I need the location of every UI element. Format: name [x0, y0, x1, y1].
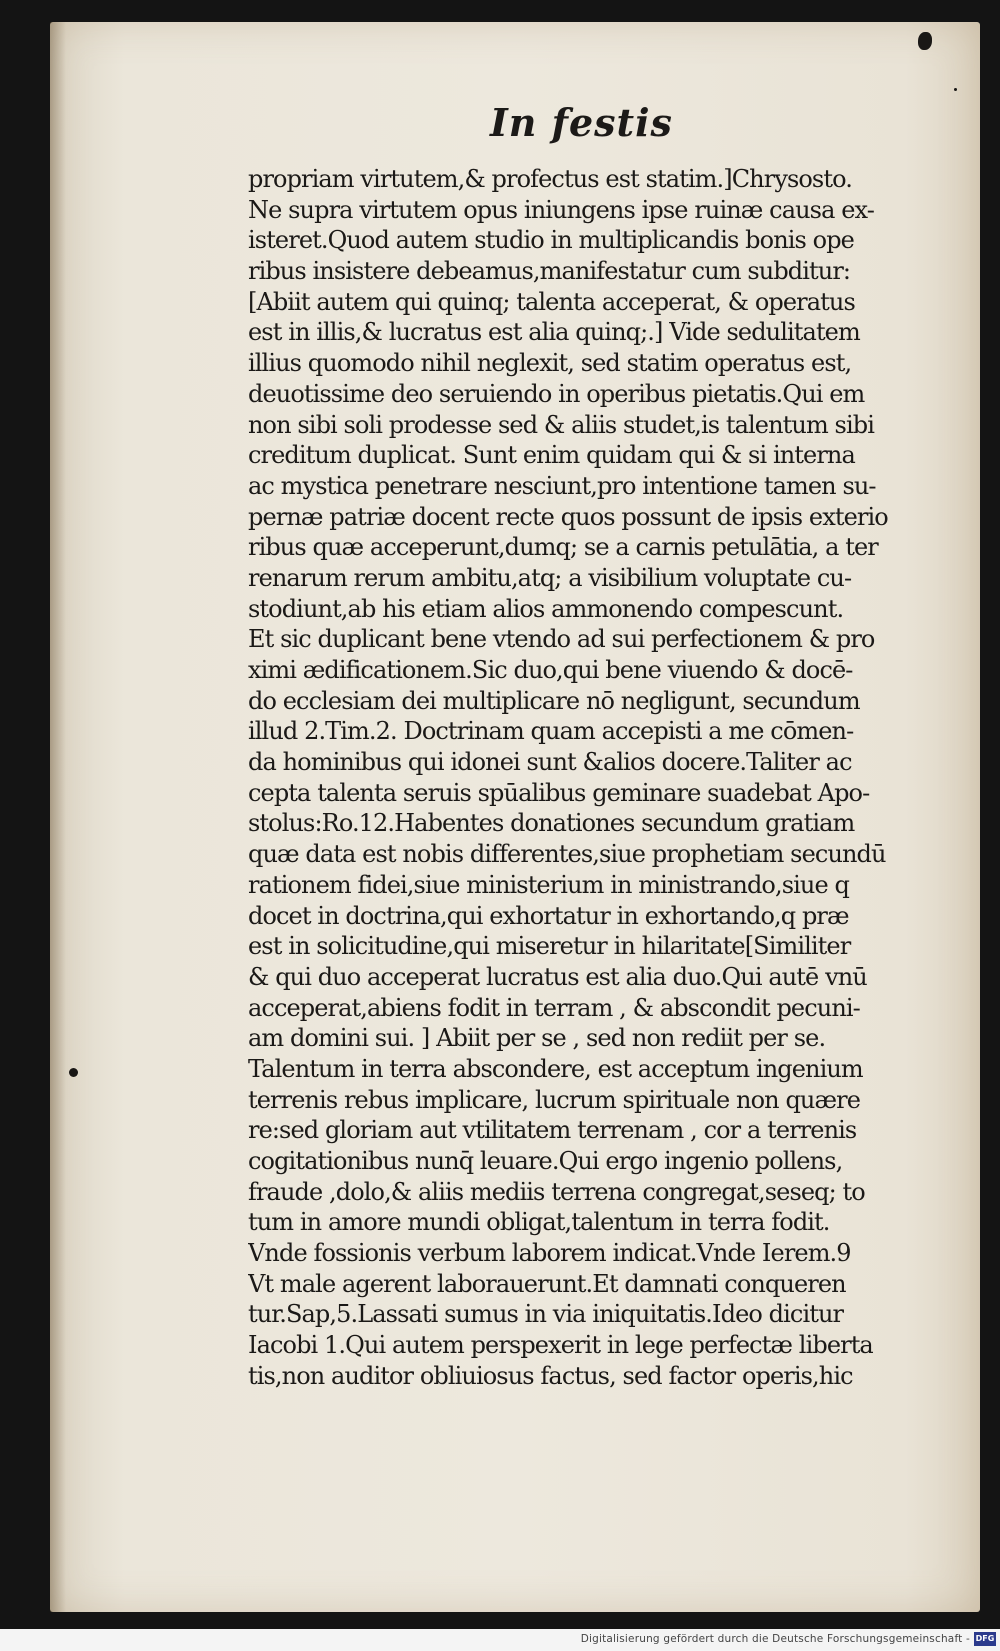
text-line: Vnde fossionis verbum laborem indicat.Vnde Ierem.9 — [248, 1239, 851, 1268]
text-line: est in solicitudine,qui miseretur in hilaritate[Similiter — [248, 932, 851, 961]
text-line: ximi ædificationem.Sic duo,qui bene viuendo & docē- — [248, 656, 853, 684]
text-line: fraude ,dolo,& aliis mediis terrena congregat,seseq; to — [248, 1177, 865, 1206]
text-line: tis,non auditor obliuiosus factus, sed factor operis,hic — [248, 1361, 853, 1390]
text-line: creditum duplicat. Sunt enim quidam qui & si interna — [248, 441, 855, 470]
text-line: am domini sui. ] Abiit per se , sed non rediit per se. — [248, 1024, 826, 1053]
text-line: Vt male agerent laborauerunt.Et damnati conqueren — [248, 1269, 846, 1298]
text-line: Et sic duplicant bene vtendo ad sui perfectionem & pro — [248, 625, 875, 654]
running-head: In festis — [490, 100, 673, 145]
text-line: deuotissime deo seruiendo in operibus pietatis.Qui em — [248, 379, 865, 408]
text-line: Ne supra virtutem opus iniungens ipse ruinæ causa ex- — [248, 195, 874, 224]
text-line: [Abiit autem qui quinq; talenta acceperat, & operatus — [248, 287, 855, 316]
ink-dot-small — [954, 88, 957, 91]
footer-bar — [0, 1629, 1000, 1651]
text-line: cepta talenta seruis spūalibus geminare suadebat Apo- — [248, 778, 870, 807]
text-line: terrenis rebus implicare, lucrum spirituale non quære — [248, 1085, 861, 1114]
dfg-logo: DFG — [974, 1632, 996, 1646]
text-line: ac mystica penetrare nesciunt,pro intentione tamen su- — [248, 471, 876, 500]
text-line: stodiunt,ab his etiam alios ammonendo compescunt. — [248, 594, 844, 623]
text-line: tur.Sap,5.Lassati sumus in via iniquitatis.Ideo dicitur — [248, 1300, 844, 1329]
ink-dot — [69, 1068, 78, 1077]
text-line: Talentum in terra abscondere, est acceptum ingenium — [248, 1054, 863, 1083]
body-text — [248, 164, 918, 1392]
text-line: Iacobi 1.Qui autem perspexerit in lege perfectæ liberta — [248, 1331, 873, 1360]
text-line: pernæ patriæ docent recte quos possunt de ipsis exterio — [248, 502, 888, 531]
text-line: do ecclesiam dei multiplicare nō negligunt, secundum — [248, 686, 860, 715]
text-line: cogitationibus nunq̄ leuare.Qui ergo ingenio pollens, — [248, 1147, 843, 1175]
text-line: rationem fidei,siue ministerium in ministrando,siue q — [248, 870, 849, 899]
ink-blot-mark — [918, 32, 932, 50]
text-line: propriam virtutem,& profectus est statim.]Chrysosto. — [248, 165, 852, 193]
text-line: da hominibus qui idonei sunt &alios docere.Taliter ac — [248, 748, 852, 777]
text-line: illius quomodo nihil neglexit, sed statim operatus est, — [248, 349, 852, 378]
digitization-credit: Digitalisierung gefördert durch die Deutsche Forschungsgemeinschaft - — [580, 1633, 970, 1645]
text-line: & qui duo acceperat lucratus est alia duo.Qui autē vnū — [248, 962, 867, 991]
text-line: ribus insistere debeamus,manifestatur cum subditur: — [248, 257, 851, 286]
spine-shadow — [50, 22, 66, 1612]
text-line: quæ data est nobis differentes,siue prophetiam secundū — [248, 840, 886, 869]
text-line: acceperat,abiens fodit in terram , & abscondit pecuni- — [248, 993, 860, 1022]
text-line: stolus:Ro.12.Habentes donationes secundum gratiam — [248, 809, 855, 838]
text-line: est in illis,& lucratus est alia quinq;.] Vide sedulitatem — [248, 318, 860, 347]
text-line: ribus quæ acceperunt,dumq; se a carnis petulātia, a ter — [248, 533, 878, 562]
text-line: illud 2.Tim.2. Doctrinam quam accepisti a me cōmen- — [248, 717, 854, 746]
text-line: docet in doctrina,qui exhortatur in exhortando,q præ — [248, 901, 849, 930]
text-line: tum in amore mundi obligat,talentum in terra fodit. — [248, 1208, 830, 1237]
text-line: isteret.Quod autem studio in multiplicandis bonis ope — [248, 226, 854, 255]
text-line: renarum rerum ambitu,atq; a visibilium voluptate cu- — [248, 563, 852, 592]
text-line: non sibi soli prodesse sed & aliis studet,is talentum sibi — [248, 410, 874, 439]
text-line: re:sed gloriam aut vtilitatem terrenam , cor a terrenis — [248, 1116, 857, 1145]
